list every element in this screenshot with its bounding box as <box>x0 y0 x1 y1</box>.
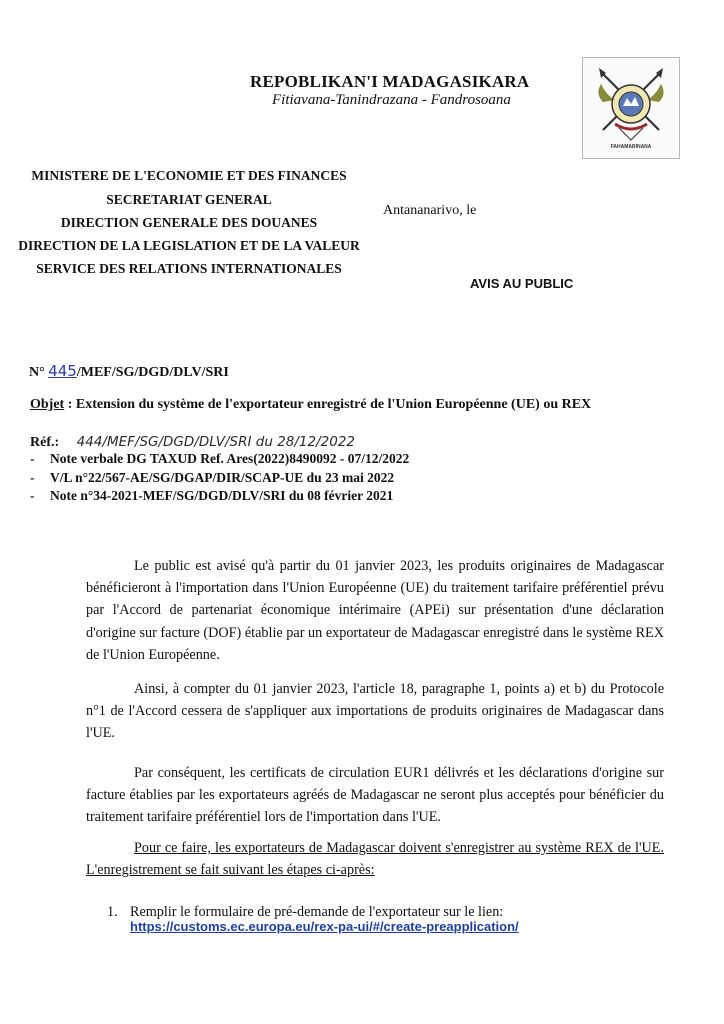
ministry-line-2: SECRETARIAT GENERAL <box>106 192 272 207</box>
ministry-line-5: SERVICE DES RELATIONS INTERNATIONALES <box>36 261 342 276</box>
reference-item: - Note verbale DG TAXUD Ref. Ares(2022)8490092 - 07/12/2022 <box>30 451 410 466</box>
handwritten-number: 445 <box>48 362 77 380</box>
ministry-line-1: MINISTERE DE L'ECONOMIE ET DES FINANCES <box>31 168 347 183</box>
notice-title: AVIS AU PUBLIC <box>470 276 574 291</box>
ministry-line-4: DIRECTION DE LA LEGISLATION ET DE LA VALEUR <box>18 238 360 253</box>
national-emblem <box>582 57 680 159</box>
reference-item: - Note n°34-2021-MEF/SG/DGD/DLV/SRI du 08 février 2021 <box>30 488 394 503</box>
place-date: Antananarivo, le <box>383 203 477 218</box>
reference-suffix: /MEF/SG/DGD/DLV/SRI <box>76 365 229 380</box>
ministry-line-3: DIRECTION GENERALE DES DOUANES <box>60 215 318 230</box>
references-heading <box>30 434 355 451</box>
subject-line <box>30 397 591 413</box>
preapplication-link[interactable]: https://customs.ec.europa.eu/rex-pa-ui/#/create-preapplication/ <box>130 919 519 934</box>
reference-number <box>29 362 229 381</box>
body-paragraph-4: Pour ce faire, les exportateurs de Madagascar doivent s'enregistrer au système REX de l'UE. L'enregistrement se fait suivant les étapes ci-après: <box>86 840 664 879</box>
reference-prefix: N° <box>29 365 45 380</box>
references-label: Réf.: <box>30 435 60 450</box>
emblem-seal-icon <box>593 64 669 144</box>
subject-label: Objet <box>30 397 65 412</box>
reference-item: - V/L n°22/567-AE/SG/DGAP/DIR/SCAP-UE du 23 mai 2022 <box>30 470 395 485</box>
body-paragraph-3: Par conséquent, les certificats de circulation EUR1 délivrés et les déclarations d'origine sur facture établies par les exportateurs agréés de Madagascar ne seront plus acceptés pour bénéficier du traitement tarifaire préférentiel lors de l'importation dans l'UE. <box>86 765 664 826</box>
republic-motto: Fitiavana-Tanindrazana - Fandrosoana <box>272 92 511 108</box>
handwritten-reference: 444/MEF/SG/DGD/DLV/SRI du 28/12/2022 <box>76 434 356 450</box>
body-paragraph-2: Ainsi, à compter du 01 janvier 2023, l'article 18, paragraphe 1, points a) et b) du Protocole n°1 de l'Accord cessera de s'appliquer aux importations de produits originaires de Madagascar dans l'UE. <box>86 681 664 742</box>
subject-text: : Extension du système de l'exportateur enregistré de l'Union Européenne (UE) ou REX <box>64 397 592 412</box>
step-text: Remplir le formulaire de pré-demande de l'exportateur sur le lien: <box>130 904 504 920</box>
republic-title: REPOBLIKAN'I MADAGASIKARA <box>250 72 530 91</box>
step-number: 1. <box>107 904 118 920</box>
body-paragraph-1: Le public est avisé qu'à partir du 01 janvier 2023, les produits originaires de Madagascar bénéficieront à l'importation dans l'Union Européenne (UE) du traitement tarifaire préférentiel prévu par l'Accord de partenariat économique intérimaire (APEi) sur présentation d'une déclaration d'origine sur facture (DOF) établie par un exportateur de Madagascar enregistré dans le système REX de l'Union Européenne. <box>86 558 664 663</box>
emblem-caption: FAHAMARINANA <box>610 144 652 150</box>
